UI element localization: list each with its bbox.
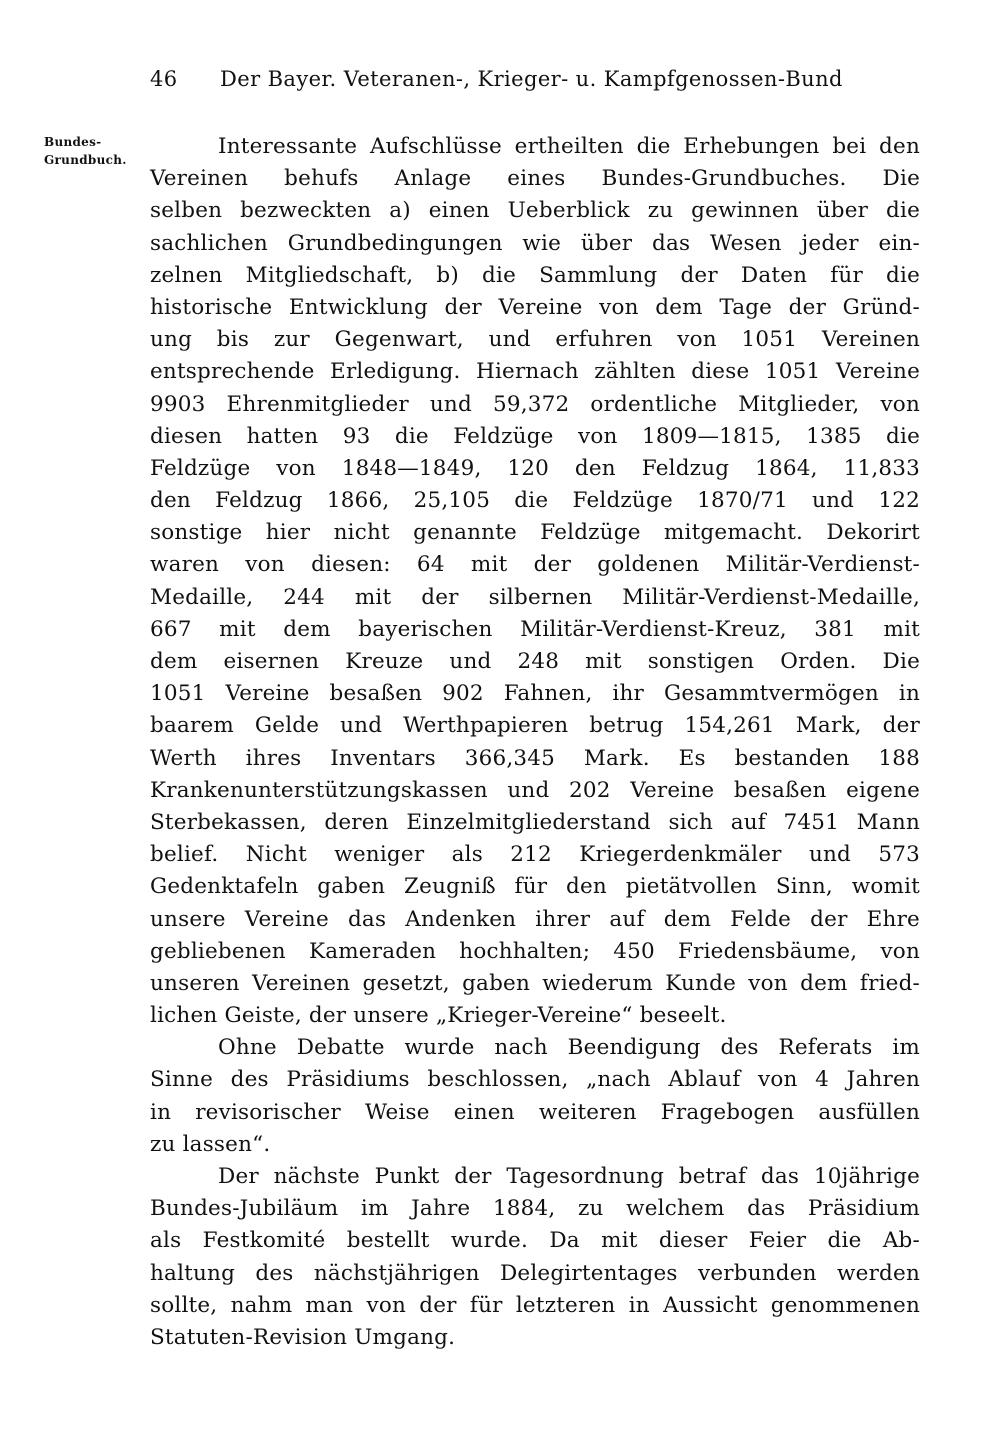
- text-line: gebliebenen Kameraden hochhalten; 450 Friedensbäume, von: [150, 938, 920, 964]
- text-line: haltung des nächstjährigen Delegirtentages verbunden werden: [150, 1260, 920, 1286]
- text-line: dem eisernen Kreuze und 248 mit sonstigen Orden. Die: [150, 649, 920, 674]
- paragraph-jubilee: [150, 1161, 920, 1354]
- text-line: belief. Nicht weniger als 212 Kriegerdenkmäler und 573: [150, 842, 920, 868]
- text-line: lichen Geiste, der unsere „Krieger-Vereine“ beseelt.: [150, 1003, 727, 1029]
- text-line: baarem Gelde und Werthpapieren betrug 154,261 Mark, der: [150, 713, 920, 739]
- text-line: waren von diesen: 64 mit der goldenen Militär-Verdienst-: [150, 552, 920, 578]
- text-line: diesen hatten 93 die Feldzüge von 1809—1815, 1385 die: [150, 423, 920, 449]
- paragraph-resolution: [150, 1032, 920, 1161]
- running-head: [150, 64, 850, 94]
- text-line: den Feldzug 1866, 25,105 die Feldzüge 1870/71 und 122: [150, 488, 920, 514]
- text-line: 667 mit dem bayerischen Militär-Verdienst-Kreuz, 381 mit: [150, 616, 920, 642]
- paragraph-statistics: [150, 131, 920, 1032]
- text-line: unseren Vereinen gesetzt, gaben wiederum Kunde von dem fried-: [150, 970, 920, 996]
- page-number: 46: [150, 67, 178, 91]
- text-line: Werth ihres Inventars 366,345 Mark. Es bestanden 188: [150, 745, 920, 771]
- text-line: Der nächste Punkt der Tagesordnung betraf das 10jährige: [218, 1164, 920, 1189]
- text-line: entsprechende Erledigung. Hiernach zählten diese 1051 Vereine: [150, 359, 920, 385]
- text-line: als Festkomité bestellt wurde. Da mit dieser Feier die Ab-: [150, 1228, 920, 1254]
- text-line: Medaille, 244 mit der silbernen Militär-Verdienst-Medaille,: [150, 584, 920, 610]
- text-line: 9903 Ehrenmitglieder und 59,372 ordentliche Mitglieder, von: [150, 391, 920, 417]
- text-line: Ohne Debatte wurde nach Beendigung des Referats im: [218, 1035, 920, 1061]
- margin-note: [44, 133, 144, 169]
- text-line: sonstige hier nicht genannte Feldzüge mitgemacht. Dekorirt: [150, 520, 920, 546]
- body-text: [150, 131, 920, 1354]
- text-line: in revisorischer Weise einen weiteren Fragebogen ausfüllen: [150, 1099, 920, 1125]
- text-line: historische Entwicklung der Vereine von dem Tage der Gründ-: [150, 294, 920, 320]
- text-line: Statuten-Revision Umgang.: [150, 1324, 456, 1350]
- text-line: Bundes-Jubiläum im Jahre 1884, zu welchem das Präsidium: [150, 1196, 920, 1222]
- text-line: Vereinen behufs Anlage eines Bundes-Grundbuches. Die: [150, 166, 920, 192]
- text-line: Gedenktafeln gaben Zeugniß für den pietätvollen Sinn, womit: [150, 874, 920, 900]
- text-line: zu lassen“.: [150, 1131, 271, 1157]
- running-title: Der Bayer. Veteranen-, Krieger- u. Kampfgenossen-Bund: [220, 67, 843, 91]
- text-line: selben bezweckten a) einen Ueberblick zu gewinnen über die: [150, 198, 920, 224]
- text-line: Interessante Aufschlüsse ertheilten die Erhebungen bei den: [218, 134, 920, 159]
- margin-note-line: Bundes-: [44, 135, 102, 149]
- text-line: Sinne des Präsidiums beschlossen, „nach Ablauf von 4 Jahren: [150, 1067, 920, 1093]
- text-line: sollte, nahm man von der für letzteren in Aussicht genommenen: [150, 1292, 920, 1318]
- text-line: sachlichen Grundbedingungen wie über das Wesen jeder ein-: [150, 230, 920, 256]
- text-line: Sterbekassen, deren Einzelmitgliederstand sich auf 7451 Mann: [150, 809, 920, 835]
- text-line: 1051 Vereine besaßen 902 Fahnen, ihr Gesammtvermögen in: [150, 681, 920, 707]
- text-line: unsere Vereine das Andenken ihrer auf dem Felde der Ehre: [150, 906, 920, 932]
- text-line: ung bis zur Gegenwart, und erfuhren von 1051 Vereinen: [150, 327, 920, 353]
- text-line: Feldzüge von 1848—1849, 120 den Feldzug 1864, 11,833: [150, 455, 920, 481]
- text-line: Krankenunterstützungskassen und 202 Vereine besaßen eigene: [150, 777, 920, 803]
- margin-note-line: Grundbuch.: [44, 153, 127, 167]
- text-line: zelnen Mitgliedschaft, b) die Sammlung der Daten für die: [150, 262, 920, 288]
